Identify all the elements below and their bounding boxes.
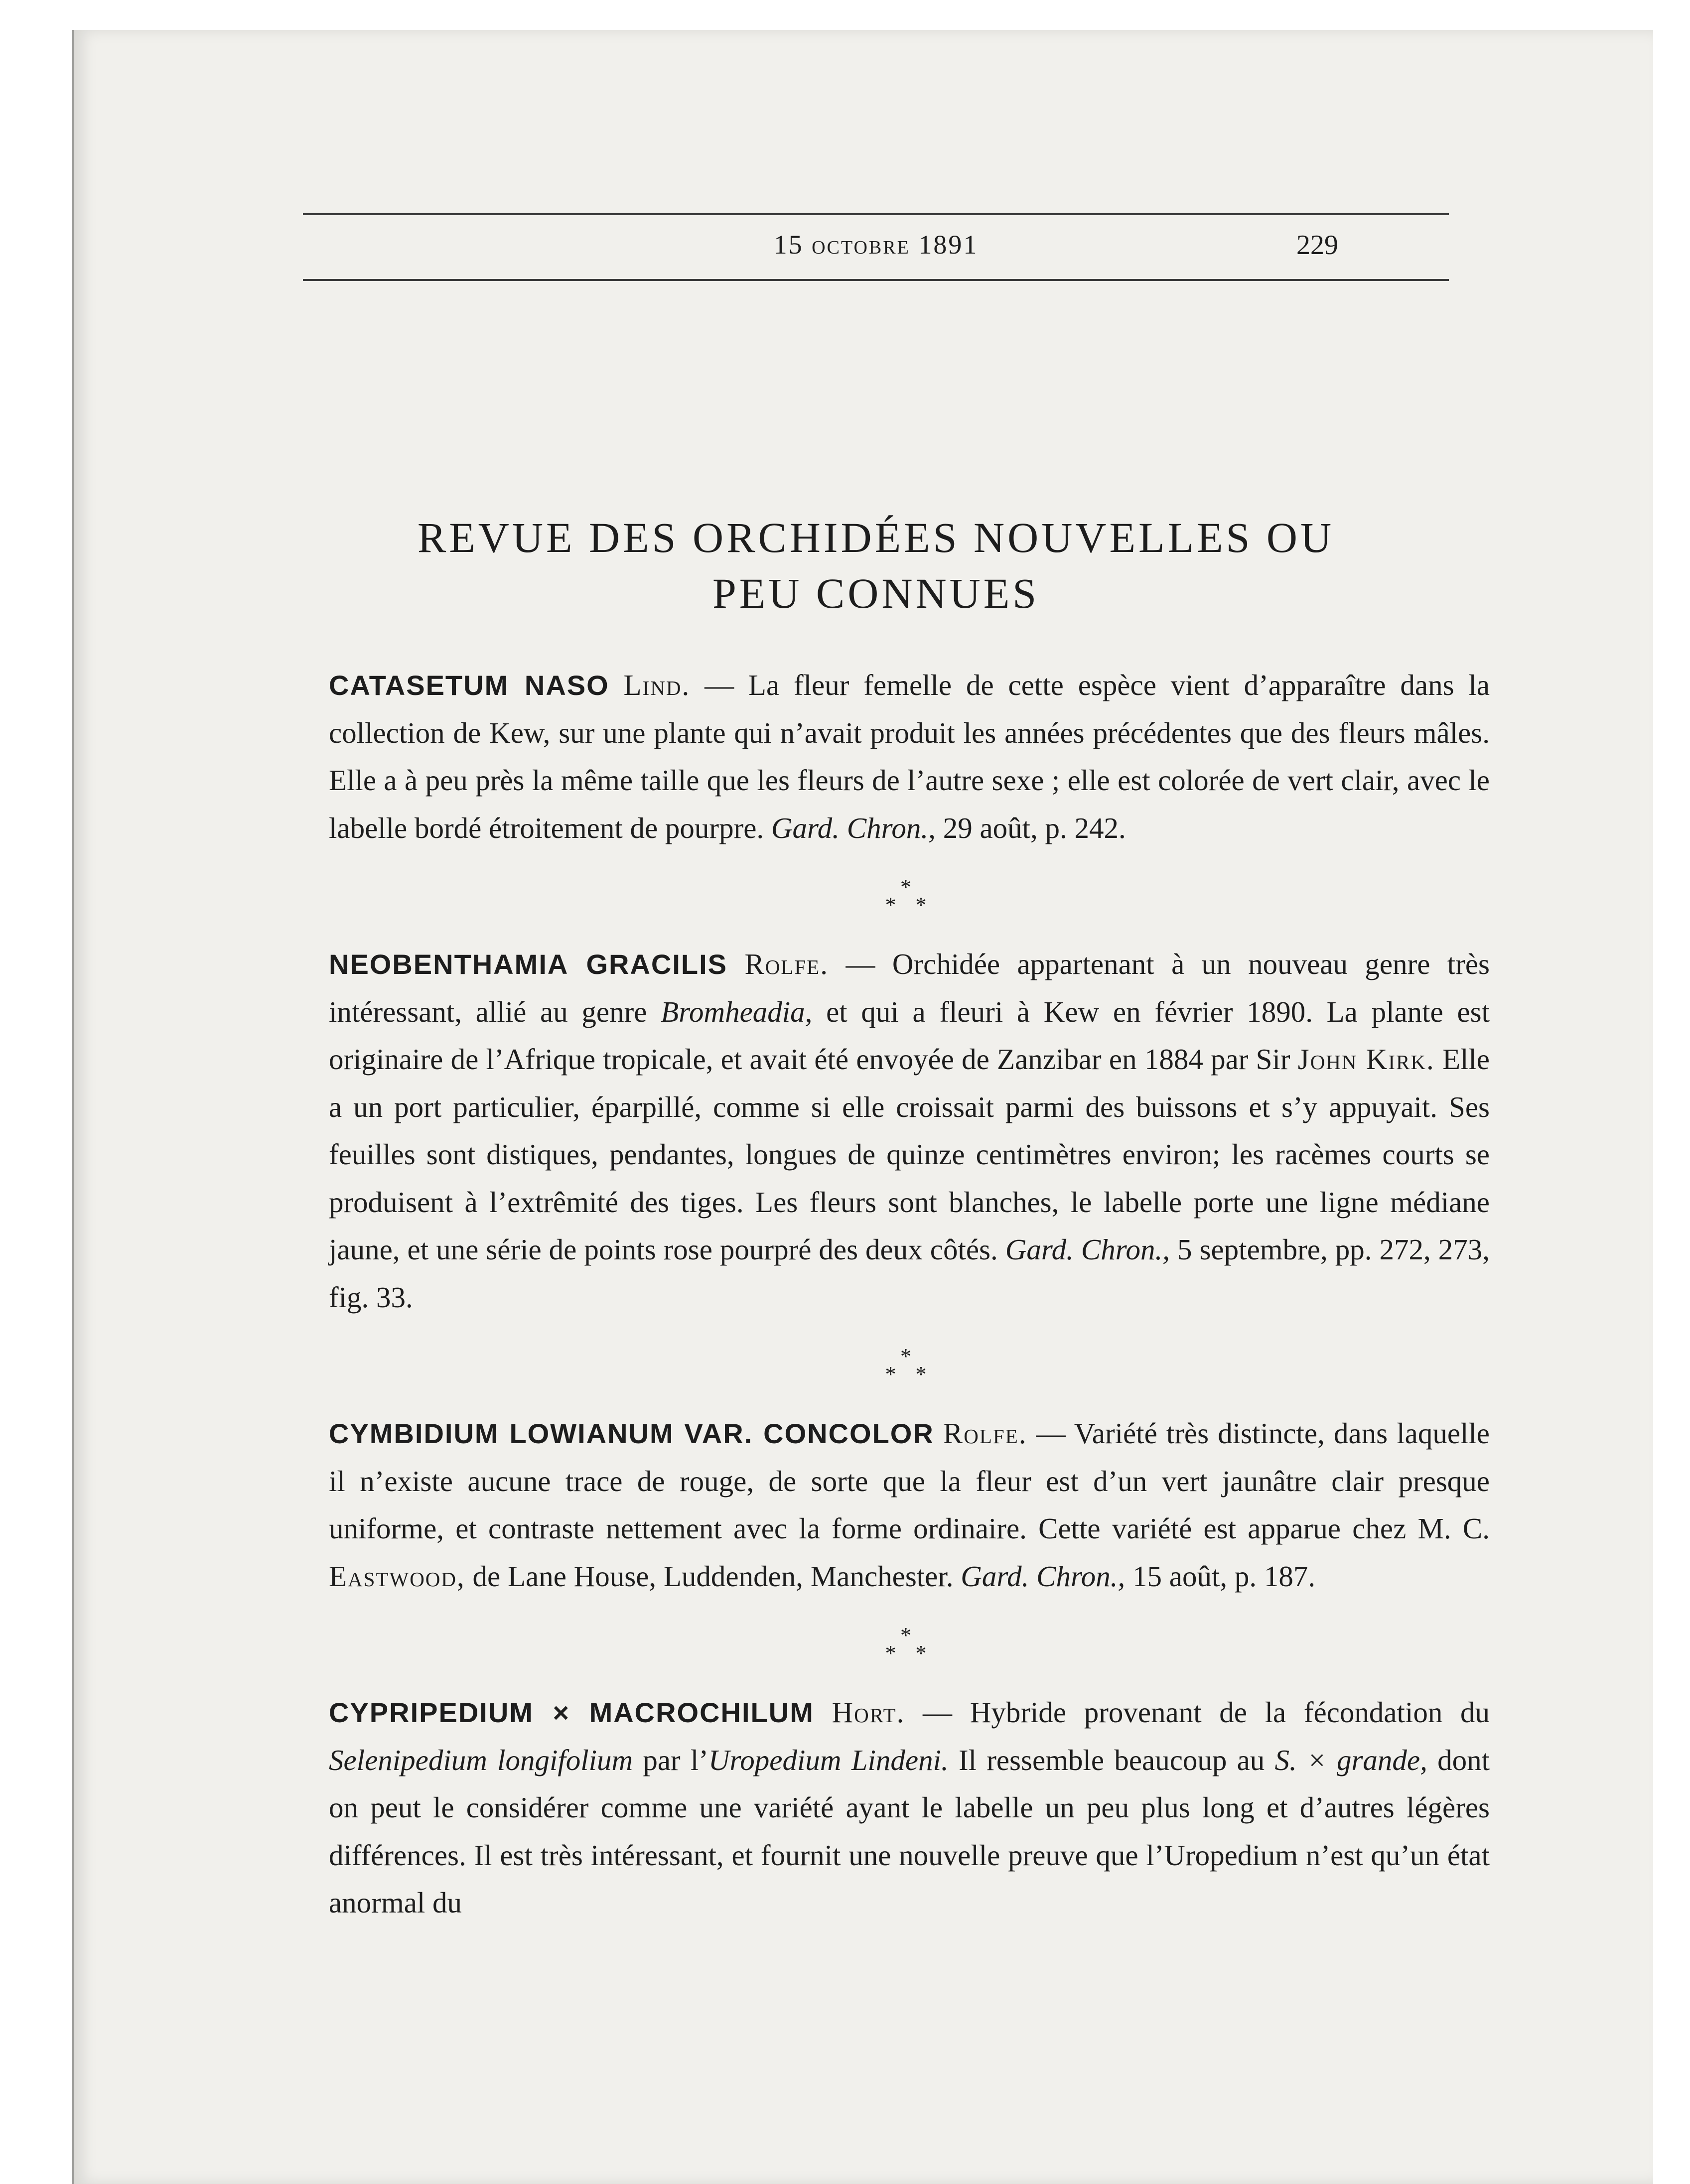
species-name: CYMBIDIUM LOWIANUM VAR. CONCOLOR [329,1418,934,1449]
entry-catasetum-naso [329,662,1490,852]
page-number: 229 [1296,230,1338,261]
citation-details: 15 août, p. 187. [1125,1559,1316,1593]
header-year: 1891 [918,230,979,260]
species-author: Rolfe. [943,1417,1027,1450]
species-author: Hort. [832,1696,905,1729]
header-rule-bottom [303,279,1449,281]
person-name: Eastwood, [329,1559,465,1593]
running-header-date [303,229,1449,260]
article-title [303,510,1449,621]
species-name: NEOBENTHAMIA GRACILIS [329,949,728,980]
asterism-bottom-stars: * * [885,1362,934,1386]
asterism-top-star: * [900,875,918,899]
asterism-bottom-stars: * * [885,893,934,917]
citation-journal: Gard. Chron., [771,811,936,844]
entry-text: dont on peut le considérer comme une variété ayant le labelle un peu plus long et d’autres légères différences. Il est très intéressant, et fournit une nouvelle preuve que l’Uropedium n’est qu’un état anormal du [329,1743,1490,1919]
entry-text: Il ressemble beaucoup au [948,1743,1275,1776]
asterism-bottom-stars: * * [885,1641,934,1665]
article-body [329,662,1490,1927]
species-name: CATASETUM NASO [329,670,609,701]
person-name: John Kirk. [1297,1043,1435,1076]
species-name: CYPRIPEDIUM × MACROCHILUM [329,1697,814,1728]
entry-neobenthamia-gracilis [329,941,1490,1321]
entry-text: Elle a un port particulier, éparpillé, comme si elle croissait parmi des buissons et s’y appuyait. Ses feuilles sont distiques, pendantes, longues de quinze centimètres environ; les racèmes courts se produisent à l’extrêmité des tiges. Les fleurs sont blanches, le labelle porte une ligne médiane jaune, et une série de points rose pourpré des deux côtés. [329,1043,1490,1266]
book-page [72,30,1653,2184]
asterism-divider [329,852,1490,941]
entry-text: — Variété très distincte, dans laquelle il n’existe aucune trace de rouge, de sorte que la fleur est d’un vert jaunâtre clair presque uniforme, et contraste nettement avec la forme ordinaire. Cette variété est apparue chez M. C. [329,1417,1490,1545]
title-line-2: PEU CONNUES [712,569,1040,617]
entry-text: — La fleur femelle de cette espèce vient d’apparaître dans la collection de Kew, sur une plante qui n’avait produit les années précédentes que des fleurs mâles. Elle a à peu près la même taille que les fleurs de l’autre sexe ; elle est colorée de vert clair, avec le labelle bordé étroitement de pourpre. [329,669,1490,844]
asterism-top-star: * [900,1623,918,1647]
title-line-1: REVUE DES ORCHIDÉES NOUVELLES OU [417,513,1335,561]
species-italic: S. × grande, [1274,1743,1427,1776]
citation-details: 5 septembre, pp. 272, 273, fig. 33. [329,1233,1490,1314]
citation-journal: Gard. Chron., [961,1559,1126,1593]
header-month: octobre [812,230,910,260]
species-author: Lind. [623,669,691,701]
header-rule-top [303,213,1449,215]
entry-cypripedium-macrochilum [329,1689,1490,1927]
entry-text: de Lane House, Luddenden, Manchester. [465,1559,961,1593]
asterism-divider [329,1321,1490,1410]
citation-details: 29 août, p. 242. [935,811,1126,844]
asterism-divider [329,1600,1490,1689]
species-italic: Selenipedium longifolium [329,1743,633,1776]
species-italic: Uropedium Lindeni. [708,1743,949,1776]
asterism-top-star: * [900,1344,918,1368]
entry-cymbidium-lowianum [329,1410,1490,1600]
entry-text: et qui a fleuri à Kew en février 1890. La plante est originaire de l’Afrique tropicale, et avait été envoyée de Zanzibar en 1884 par Sir [329,995,1490,1076]
citation-journal: Gard. Chron., [1005,1233,1170,1266]
genus-name: Bromheadia, [661,995,813,1028]
entry-text: — Hybride provenant de la fécondation du [905,1696,1490,1729]
species-author: Rolfe. [744,948,829,980]
entry-text: — Orchidée appartenant à un nouveau genre très intéressant, allié au genre [329,948,1490,1028]
entry-text: par l’ [633,1743,708,1776]
header-day: 15 [773,230,804,260]
